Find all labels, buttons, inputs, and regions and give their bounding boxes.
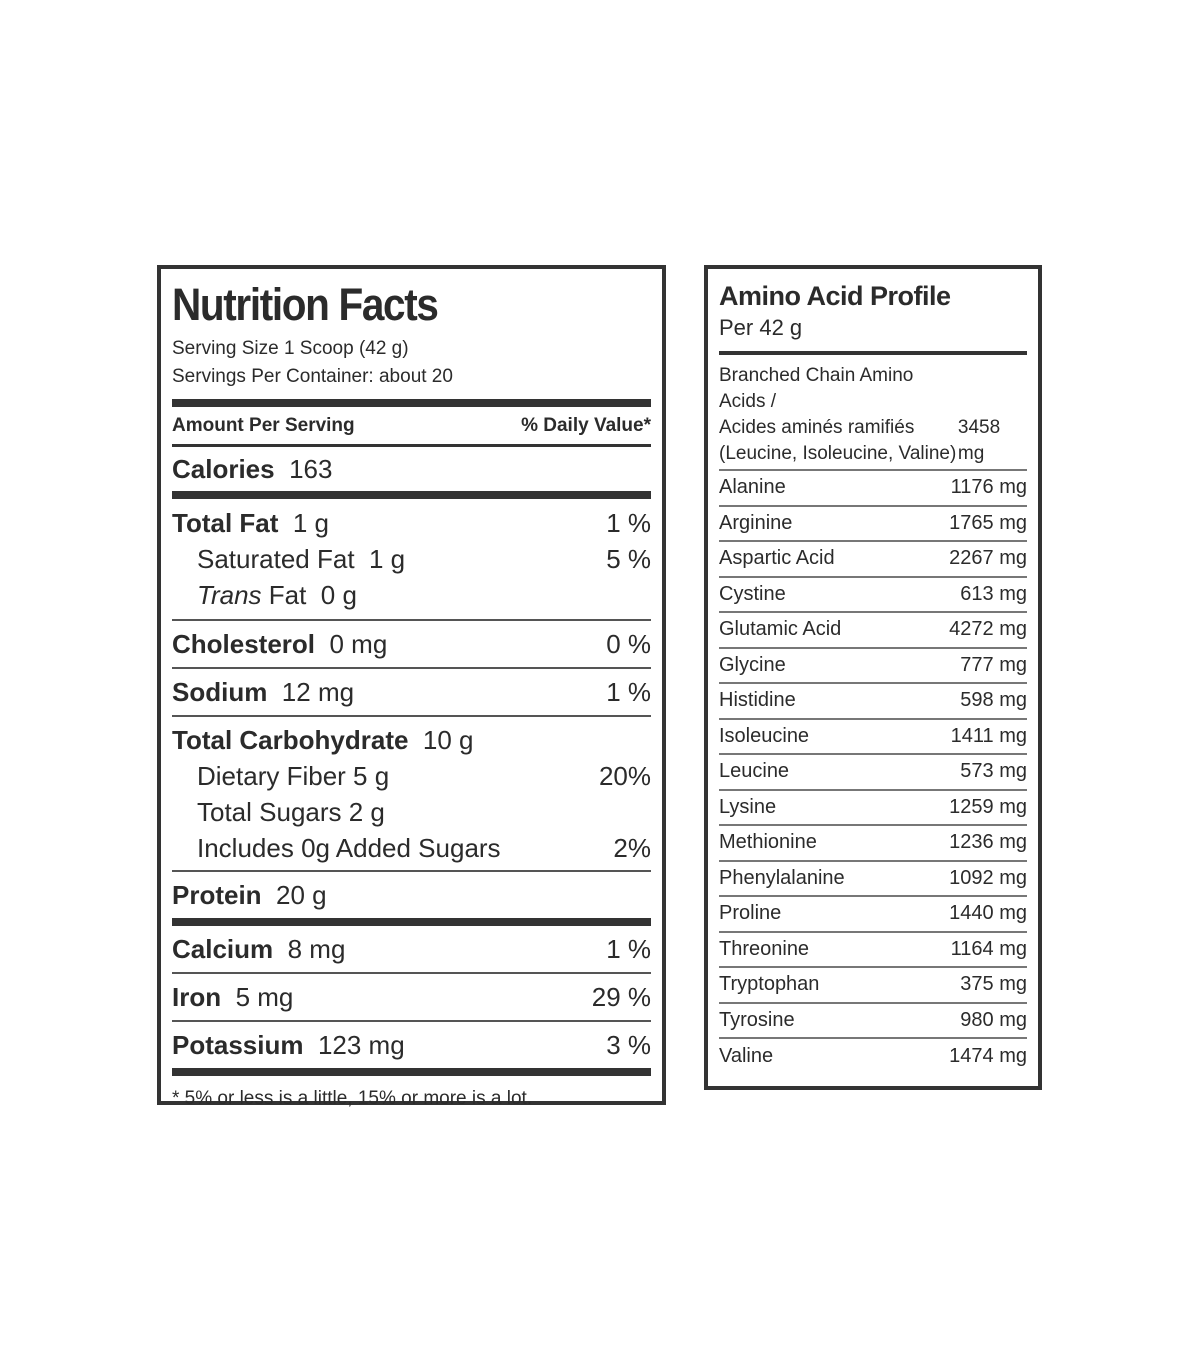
amino-name: Proline (719, 902, 782, 925)
iron-dv: 29 % (591, 982, 651, 1012)
amino-per-serving: Per 42 g (719, 315, 803, 340)
amino-value: 1411 mg (950, 724, 1027, 747)
amino-name: Threonine (719, 937, 810, 960)
amount-header-row (172, 407, 651, 444)
iron-amount: 5 mg (235, 982, 294, 1012)
amino-row (719, 649, 1027, 685)
nutrition-facts-panel (157, 265, 666, 1109)
potassium-row (172, 1022, 651, 1068)
potassium-amount: 123 mg (317, 1030, 405, 1060)
protein-row (172, 872, 651, 918)
cholesterol-amount: 0 mg (329, 629, 388, 659)
amino-row (719, 613, 1027, 649)
total-fat-row (172, 505, 651, 541)
nutrition-facts-title: Nutrition Facts (172, 279, 438, 330)
amino-value: 1440 mg (949, 902, 1027, 925)
daily-value-footnote: * 5% or less is a little, 15% or more is a lot. (172, 1088, 533, 1109)
total-fat-dv: 1 % (606, 508, 651, 538)
amino-value: 1236 mg (949, 831, 1027, 854)
amino-row (719, 791, 1027, 827)
amino-row (719, 1004, 1027, 1040)
amino-acid-panel (704, 265, 1042, 1090)
amino-row (719, 720, 1027, 756)
cholesterol-dv: 0 % (606, 629, 651, 659)
servings-per-container: Servings Per Container: about 20 (172, 366, 453, 387)
amino-value: 777 mg (960, 653, 1027, 676)
calcium-row (172, 926, 651, 972)
added-sugars-row (172, 830, 651, 866)
amino-value: 980 mg (960, 1008, 1027, 1031)
amino-name: Valine (719, 1045, 774, 1068)
sugars-label: Total Sugars 2 g (197, 797, 385, 827)
calcium-dv: 1 % (606, 934, 651, 964)
amino-row (719, 542, 1027, 578)
amino-row (719, 507, 1027, 543)
amino-row (719, 1039, 1027, 1075)
amino-value: 1474 mg (949, 1045, 1027, 1068)
amino-row (719, 755, 1027, 791)
amino-value: 1092 mg (949, 866, 1027, 889)
amino-value: 1176 mg (950, 476, 1027, 499)
sat-fat-label: Saturated Fat (197, 544, 355, 574)
amino-value: 1259 mg (949, 795, 1027, 818)
calcium-label: Calcium (172, 934, 274, 964)
sat-fat-dv: 5 % (606, 544, 651, 574)
trans-fat-row (172, 577, 651, 613)
sat-fat-amount: 1 g (369, 544, 406, 574)
calories-label: Calories (172, 454, 275, 484)
trans-label-italic: Trans (197, 580, 262, 610)
amino-value: 1765 mg (949, 511, 1027, 534)
divider (172, 491, 651, 499)
sodium-row (172, 669, 651, 715)
added-sugars-label: Includes 0g Added Sugars (197, 833, 501, 863)
amino-value: 613 mg (960, 582, 1027, 605)
amino-name: Arginine (719, 511, 793, 534)
divider (172, 918, 651, 926)
bcaa-row (719, 355, 1027, 469)
amino-name: Leucine (719, 760, 790, 783)
amino-value: 573 mg (960, 760, 1027, 783)
carbohydrate-row (172, 717, 651, 758)
total-fat-label: Total Fat (172, 508, 279, 538)
bcaa-line1: Branched Chain Amino Acids / (719, 365, 914, 412)
serving-size: Serving Size 1 Scoop (42 g) (172, 338, 409, 359)
sugars-row (172, 794, 651, 830)
amino-value: 2267 mg (949, 547, 1027, 570)
calcium-amount: 8 mg (287, 934, 346, 964)
amino-name: Aspartic Acid (719, 547, 835, 570)
amino-value: 1164 mg (950, 937, 1027, 960)
amino-value: 598 mg (960, 689, 1027, 712)
potassium-label: Potassium (172, 1030, 304, 1060)
amino-name: Histidine (719, 689, 796, 712)
saturated-fat-row (172, 541, 651, 577)
fiber-label: Dietary Fiber 5 g (197, 761, 390, 791)
carb-label: Total Carbohydrate (172, 725, 409, 755)
carb-amount: 10 g (422, 725, 474, 755)
trans-label: Fat (268, 580, 307, 610)
amino-name: Lysine (719, 795, 777, 818)
cholesterol-row (172, 621, 651, 667)
amino-name: Glutamic Acid (719, 618, 842, 641)
cholesterol-label: Cholesterol (172, 629, 316, 659)
divider (172, 1068, 651, 1076)
amino-acid-title: Amino Acid Profile (719, 281, 951, 311)
amino-name: Tryptophan (719, 973, 820, 996)
iron-label: Iron (172, 982, 222, 1012)
potassium-dv: 3 % (606, 1030, 651, 1060)
sodium-dv: 1 % (606, 677, 651, 707)
amount-per-serving: Amount Per Serving (172, 415, 355, 436)
amino-name: Alanine (719, 476, 786, 499)
added-sugars-dv: 2% (613, 833, 651, 863)
daily-value-header: % Daily Value* (521, 415, 651, 436)
sodium-amount: 12 mg (281, 677, 355, 707)
amino-name: Cystine (719, 582, 786, 605)
amino-row (719, 968, 1027, 1004)
amino-value: 4272 mg (949, 618, 1027, 641)
total-fat-amount: 1 g (292, 508, 330, 538)
amino-row (719, 933, 1027, 969)
bcaa-line2: Acides aminés ramifiés (719, 417, 915, 438)
amino-name: Isoleucine (719, 724, 810, 747)
iron-row (172, 974, 651, 1020)
amino-name: Glycine (719, 653, 786, 676)
amino-row (719, 897, 1027, 933)
calories-row (172, 447, 651, 491)
protein-label: Protein (172, 880, 262, 910)
amino-row (719, 862, 1027, 898)
amino-value: 375 mg (960, 973, 1027, 996)
fiber-dv: 20% (598, 761, 651, 791)
protein-amount: 20 g (276, 880, 327, 910)
bcaa-line3: (Leucine, Isoleucine, Valine) (719, 443, 957, 464)
fiber-row (172, 758, 651, 794)
bcaa-value: 3458 mg (957, 417, 1001, 464)
amino-row (719, 578, 1027, 614)
amino-row (719, 684, 1027, 720)
trans-amount: 0 g (320, 580, 357, 610)
calories-value: 163 (289, 454, 333, 484)
amino-row (719, 826, 1027, 862)
divider (172, 399, 651, 407)
amino-row (719, 471, 1027, 507)
amino-acid-list (719, 469, 1027, 1075)
amino-name: Tyrosine (719, 1008, 795, 1031)
amino-name: Phenylalanine (719, 866, 845, 889)
amino-name: Methionine (719, 831, 817, 854)
sodium-label: Sodium (172, 677, 268, 707)
